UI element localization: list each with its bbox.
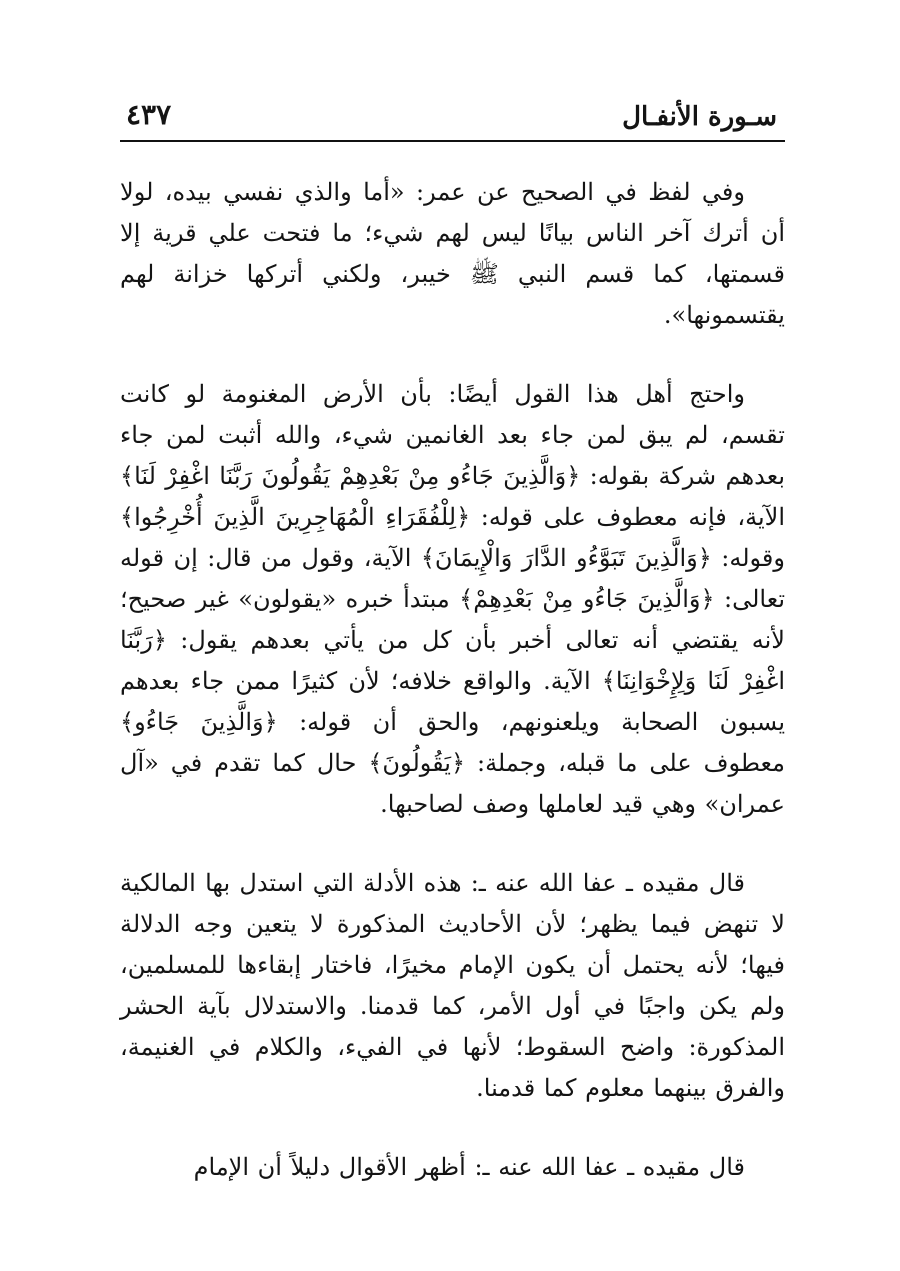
paragraph-argument-verses: واحتج أهل هذا القول أيضًا: بأن الأرض المغنومة لو كانت تقسم، لم يبق لمن جاء بعد الغانمين شيء، والله أثبت لمن جاء بعدهم شركة بقوله: ﴿وَالَّذِينَ جَاءُو مِنْ بَعْدِهِمْ يَقُولُونَ رَبَّنَا اغْفِرْ لَنَا﴾ الآية، فإنه معطوف على قوله: ﴿لِلْفُقَرَاءِ الْمُهَاجِرِينَ الَّذِينَ أُخْرِجُوا﴾ وقوله: ﴿وَالَّذِينَ تَبَوَّءُو الدَّارَ وَالْإِيمَانَ﴾ الآية، وقول من قال: إن قوله تعالى: ﴿وَالَّذِينَ جَاءُو مِنْ بَعْدِهِمْ﴾ مبتدأ خبره «يقولون» غير صحيح؛ لأنه يقتضي أنه تعالى أخبر بأن كل من يأتي بعدهم يقول: ﴿رَبَّنَا اغْفِرْ لَنَا وَلِإِخْوَانِنَا﴾ الآية. والواقع خلافه؛ لأن كثيرًا ممن جاء بعدهم يسبون الصحابة ويلعنونهم، والحق أن قوله: ﴿وَالَّذِينَ جَاءُو﴾ معطوف على ما قبله، وجملة: ﴿يَقُولُونَ﴾ حال كما تقدم في «آل عمران» وهي قيد لعاملها وصف لصاحبها.: [120, 380, 785, 818]
paragraph-umar-hadith: وفي لفظ في الصحيح عن عمر: «أما والذي نفسي بيده، لولا أن أترك آخر الناس بيانًا ليس لهم شيء؛ ما فتحت علي قرية إلا قسمتها، كما قسم النبي ﷺ خيبر، ولكني أتركها خزانة لهم يقتسمونها».: [120, 178, 786, 329]
paragraph-author-conclusion: قال مقيده ـ عفا الله عنه ـ: أظهر الأقوال دليلاً أن الإمام: [193, 1153, 745, 1181]
page-body: [120, 172, 785, 1188]
book-page: [120, 88, 785, 1238]
surah-title: سـورة الأنفـال: [622, 102, 777, 132]
running-header: [120, 88, 785, 142]
paragraph-author-assessment: قال مقيده ـ عفا الله عنه ـ: هذه الأدلة التي استدل بها المالكية لا تنهض فيما يظهر؛ لأن الأحاديث المذكورة لا يتعين وجه الدلالة فيها؛ لأنه يحتمل أن يكون الإمام مخيرًا، فاختار إبقاءها للمسلمين، ولم يكن واجبًا في أول الأمر، كما قدمنا. والاستدلال بآية الحشر المذكورة: واضح السقوط؛ لأنها في الفيء، والكلام في الغنيمة، والفرق بينهما معلوم كما قدمنا.: [120, 869, 785, 1102]
page-number: ٤٣٧: [126, 98, 172, 131]
